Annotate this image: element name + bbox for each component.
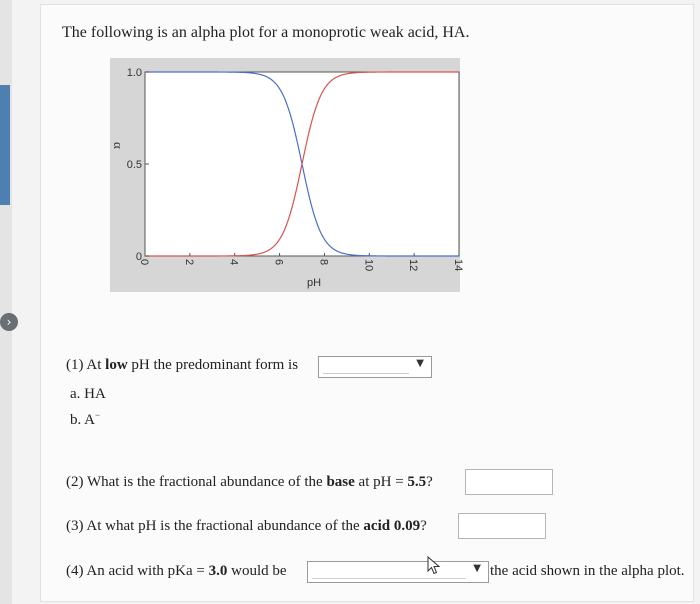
- x-tick-label-6: 12: [407, 259, 420, 272]
- question-1: [66, 357, 298, 374]
- q1-option-b-label: b. A: [70, 412, 96, 428]
- alpha-plot-svg: [110, 58, 464, 292]
- q1-bold: low: [105, 357, 128, 373]
- y-tick-label-1: 0.5: [126, 159, 142, 171]
- q3-suffix: ?: [420, 518, 427, 534]
- q2-answer-input[interactable]: [465, 469, 553, 495]
- chevron-down-icon: ▼: [473, 563, 481, 574]
- x-tick-label-0: 0: [138, 259, 150, 266]
- q3-bold-acid: acid: [363, 518, 391, 534]
- question-2: [66, 474, 433, 491]
- q4-after-text: the acid shown in the alpha plot.: [490, 563, 685, 579]
- alpha-plot: [110, 58, 464, 292]
- q3-answer-input[interactable]: [458, 513, 546, 539]
- mouse-cursor-icon: [427, 556, 441, 576]
- x-axis-label: pH: [306, 277, 322, 289]
- q1-option-a: a. HA: [70, 386, 106, 402]
- q2-prefix: (2) What is the fractional abundance of the: [66, 474, 327, 490]
- q2-bold-base: base: [326, 474, 355, 490]
- y-axis-label: α: [111, 142, 126, 149]
- q1-dropdown[interactable]: [318, 356, 432, 378]
- x-tick-label-1: 2: [182, 259, 195, 266]
- q1-option-b-sup: −: [95, 410, 101, 420]
- q4-bold: 3.0: [208, 563, 228, 579]
- q2-suffix: ?: [426, 474, 433, 490]
- y-tick-label-2: 1.0: [126, 67, 142, 79]
- q4-dropdown[interactable]: [307, 561, 489, 583]
- intro-text: The following is an alpha plot for a monoprotic weak acid, HA.: [62, 24, 470, 41]
- q4-prefix: (4) An acid with pKa =: [66, 563, 209, 579]
- chevron-down-icon: ▼: [416, 358, 424, 369]
- nav-arrow-icon[interactable]: ›: [0, 313, 18, 331]
- x-tick-label-4: 8: [317, 259, 330, 266]
- q1-prefix: (1) At: [66, 357, 106, 373]
- y-tick-label-0: 0: [135, 251, 142, 263]
- x-tick-label-7: 14: [452, 259, 464, 272]
- q1-dropdown-field: [323, 372, 409, 374]
- q2-mid: at pH =: [354, 474, 408, 490]
- q4-suffix: would be: [227, 563, 287, 579]
- left-side-accent: [0, 85, 10, 205]
- x-tick-label-2: 4: [227, 259, 240, 266]
- q3-bold-value: 0.09: [393, 518, 421, 534]
- q1-suffix: pH the predominant form is: [127, 357, 299, 373]
- q2-bold-value: 5.5: [407, 474, 427, 490]
- x-tick-label-3: 6: [272, 259, 285, 266]
- q1-option-b: [70, 410, 100, 429]
- x-tick-label-5: 10: [362, 259, 375, 272]
- q4-dropdown-field: [312, 577, 466, 579]
- q3-prefix: (3) At what pH is the fractional abundance of the: [66, 518, 364, 534]
- question-4: [66, 563, 287, 580]
- question-3: [66, 518, 427, 535]
